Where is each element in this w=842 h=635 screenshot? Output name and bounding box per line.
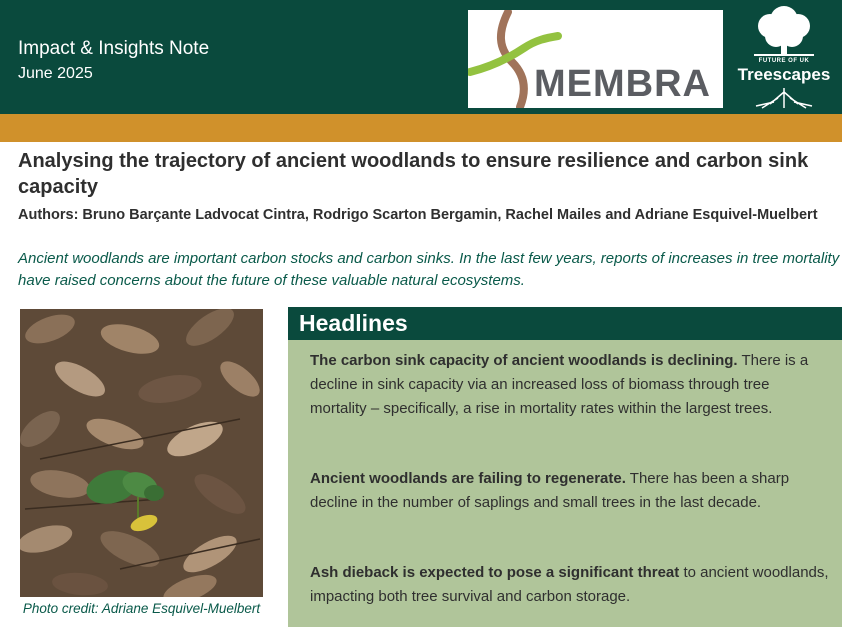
article-title: Analysing the trajectory of ancient woodlands to ensure resilience and carbon sink capacity — [18, 150, 809, 198]
headlines-title: Headlines — [299, 310, 408, 336]
treescapes-tagline: FUTURE OF UK — [758, 58, 810, 64]
headline-item — [310, 349, 830, 421]
photo-credit-caption: Photo credit: Adriane Esquivel-Muelbert — [22, 601, 261, 616]
headline-item-bold: Ash dieback is expected to pose a significant threat — [310, 564, 680, 581]
headline-item — [310, 561, 830, 609]
membra-wordmark: MEMBRA — [534, 63, 711, 105]
note-type-title: Impact & Insights Note — [18, 38, 210, 59]
seedling-photo-image — [20, 309, 263, 597]
headlines-header — [288, 307, 842, 340]
headline-item-text: There is a decline in sink capacity via an increased loss of biomass through tree mortality – specifically, a rise in mortality rates within the largest trees. — [310, 352, 809, 417]
headline-item-text: There has been a sharp decline in the number of saplings and small trees in the last decade. — [310, 470, 790, 511]
headline-item — [310, 467, 830, 515]
membra-logo — [468, 10, 723, 108]
seedling-photo — [20, 309, 263, 597]
treescapes-logo — [734, 4, 834, 110]
header-band — [0, 0, 842, 114]
tree-icon — [734, 4, 834, 110]
note-date: June 2025 — [18, 65, 93, 82]
headlines-panel — [288, 307, 842, 627]
treescapes-wordmark: Treescapes — [737, 65, 831, 84]
headline-item-bold: Ancient woodlands are failing to regenerate. — [310, 470, 626, 487]
headline-item-text: to ancient woodlands, impacting both tree survival and carbon storage. — [310, 564, 829, 605]
headline-item-bold: The carbon sink capacity of ancient woodlands is declining. — [310, 352, 738, 369]
article-intro: Ancient woodlands are important carbon stocks and carbon sinks. In the last few years, reports of increases in tree mortality have raised concerns about the future of these valuable natural ecosystems. — [18, 250, 840, 289]
article-authors: Authors: Bruno Barçante Ladvocat Cintra, Rodrigo Scarton Bergamin, Rachel Mailes and Adriane Esquivel-Muelbert — [18, 207, 818, 223]
accent-bar — [0, 114, 842, 142]
